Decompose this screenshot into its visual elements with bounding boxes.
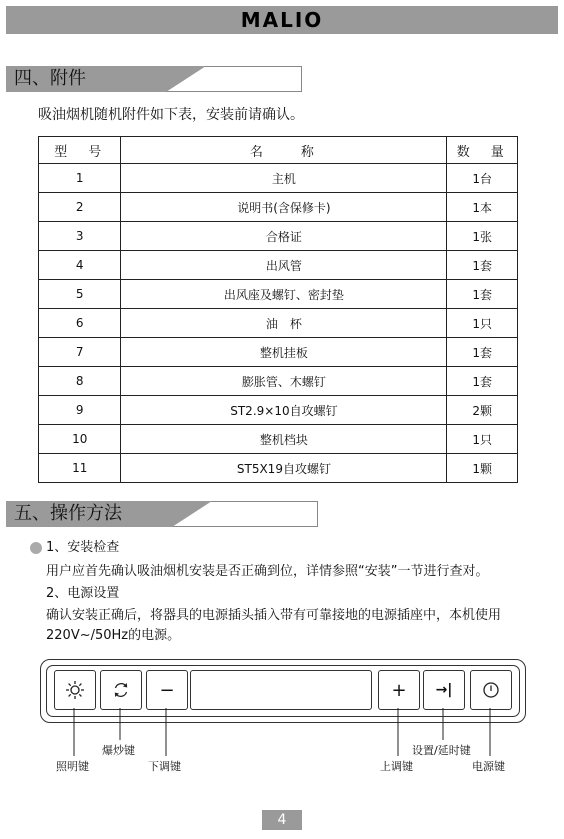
step-1-text: 用户应首先确认吸油烟机安装是否正确到位，详情参照“安装”一节进行查对。 [46, 564, 489, 579]
arrow-to-bar-icon: →| [435, 682, 453, 698]
table-row: 4 出风管 1套 [39, 251, 518, 280]
table-row: 1 主机 1台 [39, 164, 518, 193]
table-row: 9 ST2.9×10自攻螺钉 2颗 [39, 396, 518, 425]
header-name: 名 称 [121, 137, 447, 164]
down-key-label: 下调键 [148, 760, 181, 773]
table-row: 2 说明书(含保修卡) 1本 [39, 193, 518, 222]
up-key-label: 上调键 [380, 760, 413, 773]
table-row: 8 膨胀管、木螺钉 1套 [39, 367, 518, 396]
table-row: 10 整机档块 1只 [39, 425, 518, 454]
table-row: 5 出风座及螺钉、密封垫 1套 [39, 280, 518, 309]
power-key-label: 电源键 [472, 760, 505, 773]
step-1-title: 1、安装检查 [46, 540, 120, 555]
minus-icon: − [159, 679, 175, 701]
table-row: 6 油 杯 1只 [39, 309, 518, 338]
step-2-text-line1: 确认安装正确后，将器具的电源插头插入带有可靠接地的电源插座中，本机使用 [46, 608, 502, 623]
step-2-title: 2、电源设置 [46, 586, 120, 601]
header-model: 型 号 [39, 137, 121, 164]
brand-logo: MALIO [240, 8, 324, 32]
table-row: 7 整机挂板 1套 [39, 338, 518, 367]
stir-fry-key-label: 爆炒键 [102, 744, 135, 757]
timer-key-label: 设置/延时键 [412, 744, 471, 757]
section-5-title: 五、操作方法 [14, 503, 122, 524]
light-key-label: 照明键 [56, 760, 89, 773]
header-qty: 数 量 [447, 137, 518, 164]
page-number: 4 [262, 810, 302, 830]
section-4-title: 四、附件 [14, 68, 86, 89]
section-4-intro: 吸油烟机随机附件如下表，安装前请确认。 [38, 107, 304, 123]
plus-icon: + [391, 679, 407, 701]
step-2-text-line2: 220V~/50Hz的电源。 [46, 628, 181, 643]
table-row: 3 合格证 1张 [39, 222, 518, 251]
table-row: 11 ST5X19自攻螺钉 1颗 [39, 454, 518, 483]
